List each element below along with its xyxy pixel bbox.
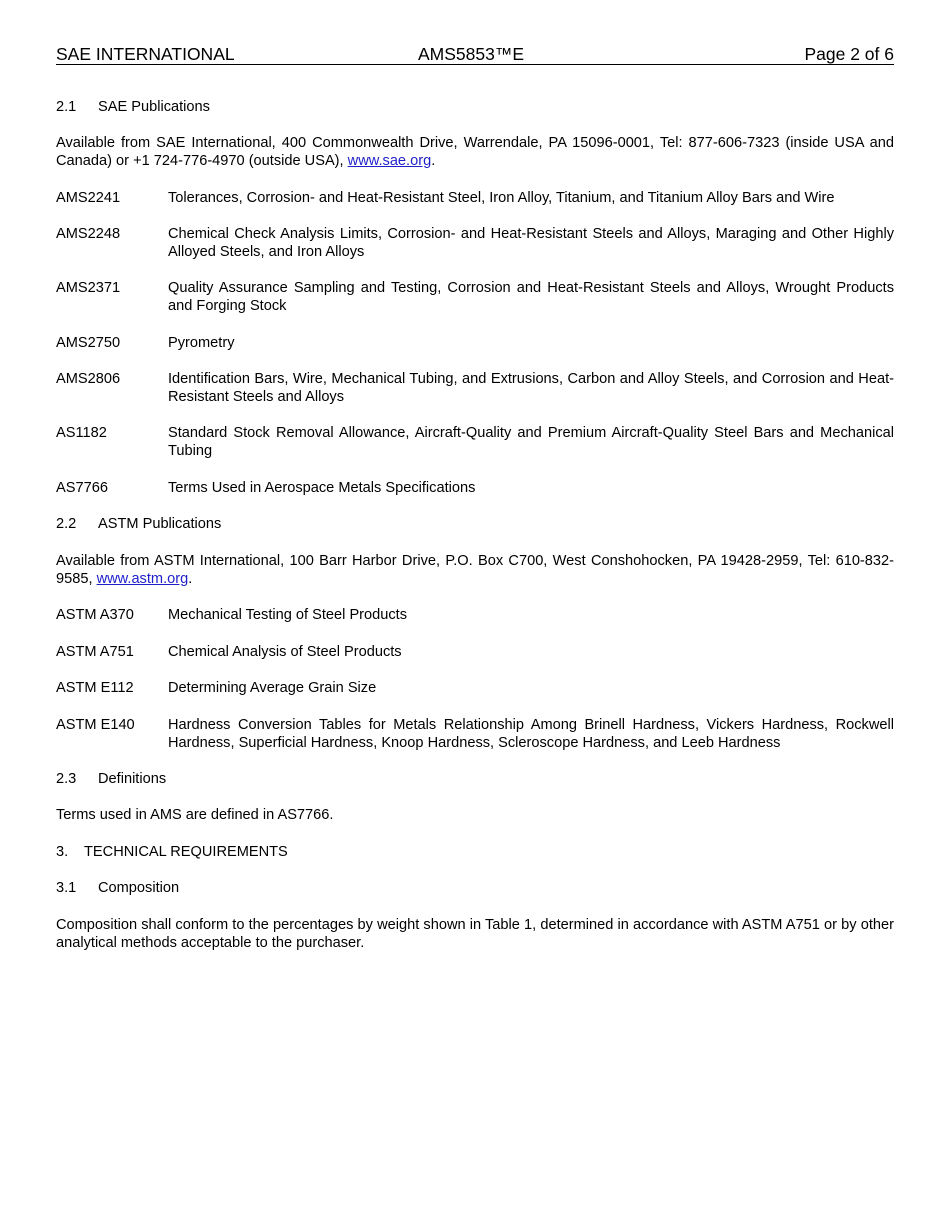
definitions-paragraph: Terms used in AMS are defined in AS7766. bbox=[56, 807, 334, 823]
reference-description: Quality Assurance Sampling and Testing, Corrosion and Heat-Resistant Steels and Alloys, Wrought Products and Forging Stock bbox=[168, 280, 894, 314]
section-3-heading bbox=[56, 843, 894, 861]
section-number: 2.2 bbox=[56, 516, 77, 532]
section-title: ASTM Publications bbox=[98, 516, 222, 532]
astm-availability-end: . bbox=[188, 571, 193, 587]
reference-row bbox=[56, 370, 894, 406]
reference-row bbox=[56, 716, 894, 752]
reference-row bbox=[56, 424, 894, 460]
sae-link[interactable]: www.sae.org bbox=[347, 153, 432, 169]
reference-description: Hardness Conversion Tables for Metals Relationship Among Brinell Hardness, Vickers Hardness, Rockwell Hardness, Superficial Hardness, Knoop Hardness, Scleroscope Hardness, and Leeb Hardness bbox=[168, 717, 894, 751]
section-3-1-heading bbox=[56, 879, 894, 897]
reference-row bbox=[56, 189, 894, 207]
reference-code: AMS2806 bbox=[56, 371, 121, 387]
astm-availability-paragraph bbox=[56, 552, 894, 588]
reference-row bbox=[56, 679, 894, 697]
reference-code: AMS2750 bbox=[56, 335, 121, 351]
reference-row bbox=[56, 225, 894, 261]
reference-description: Mechanical Testing of Steel Products bbox=[168, 607, 408, 623]
reference-row bbox=[56, 643, 894, 661]
section-number: 2.1 bbox=[56, 99, 77, 115]
reference-row bbox=[56, 606, 894, 624]
section-title: Composition bbox=[98, 880, 180, 896]
reference-code: ASTM A751 bbox=[56, 644, 134, 660]
sae-availability-text: Available from SAE International, 400 Commonwealth Drive, Warrendale, PA 15096-0001, Tel: 877-606-7323 (inside USA and Canada) or +1 724-776-4970 (outside USA), bbox=[56, 135, 894, 169]
header-org: SAE INTERNATIONAL bbox=[56, 44, 235, 64]
reference-code: AS1182 bbox=[56, 425, 107, 441]
reference-row bbox=[56, 334, 894, 352]
reference-description: Standard Stock Removal Allowance, Aircraft-Quality and Premium Aircraft-Quality Steel Bars and Mechanical Tubing bbox=[168, 425, 894, 459]
reference-description: Chemical Check Analysis Limits, Corrosion- and Heat-Resistant Steels and Alloys, Maraging and Other Highly Alloyed Steels, and Iron Alloys bbox=[168, 226, 894, 260]
reference-description: Chemical Analysis of Steel Products bbox=[168, 644, 402, 660]
astm-availability-text: Available from ASTM International, 100 Barr Harbor Drive, P.O. Box C700, West Conshohocken, PA 19428-2959, Tel: 610-832-9585, bbox=[56, 553, 894, 587]
header-page-number: Page 2 of 6 bbox=[804, 44, 894, 64]
section-2-1-heading bbox=[56, 98, 894, 116]
reference-description: Pyrometry bbox=[168, 335, 235, 351]
section-2-3-heading bbox=[56, 770, 894, 788]
reference-code: ASTM E140 bbox=[56, 717, 135, 733]
composition-paragraph: Composition shall conform to the percentages by weight shown in Table 1, determined in accordance with ASTM A751 or by other analytical methods acceptable to the purchaser. bbox=[56, 917, 894, 951]
section-title: Definitions bbox=[98, 771, 167, 787]
reference-row bbox=[56, 279, 894, 315]
sae-availability-end: . bbox=[431, 153, 436, 169]
section-number: 2.3 bbox=[56, 771, 77, 787]
reference-description: Tolerances, Corrosion- and Heat-Resistant Steel, Iron Alloy, Titanium, and Titanium Alloy Bars and Wire bbox=[168, 190, 835, 206]
reference-description: Identification Bars, Wire, Mechanical Tubing, and Extrusions, Carbon and Alloy Steels, and Corrosion and Heat-Resistant Steels and Alloys bbox=[168, 371, 894, 405]
header-doc-number: AMS5853™E bbox=[418, 44, 525, 64]
section-number: 3. bbox=[56, 844, 69, 860]
section-title: SAE Publications bbox=[98, 99, 210, 115]
section-number: 3.1 bbox=[56, 880, 77, 896]
reference-code: AMS2248 bbox=[56, 226, 121, 242]
reference-code: AMS2371 bbox=[56, 280, 121, 296]
reference-row bbox=[56, 479, 894, 497]
reference-description: Determining Average Grain Size bbox=[168, 680, 377, 696]
reference-code: ASTM A370 bbox=[56, 607, 134, 623]
reference-description: Terms Used in Aerospace Metals Specifications bbox=[168, 480, 476, 496]
page-header bbox=[56, 44, 894, 65]
reference-code: AMS2241 bbox=[56, 190, 121, 206]
reference-code: ASTM E112 bbox=[56, 680, 134, 696]
section-2-2-heading bbox=[56, 515, 894, 533]
astm-link[interactable]: www.astm.org bbox=[96, 571, 189, 587]
sae-availability-paragraph bbox=[56, 134, 894, 170]
reference-code: AS7766 bbox=[56, 480, 108, 496]
section-title: TECHNICAL REQUIREMENTS bbox=[84, 844, 288, 860]
